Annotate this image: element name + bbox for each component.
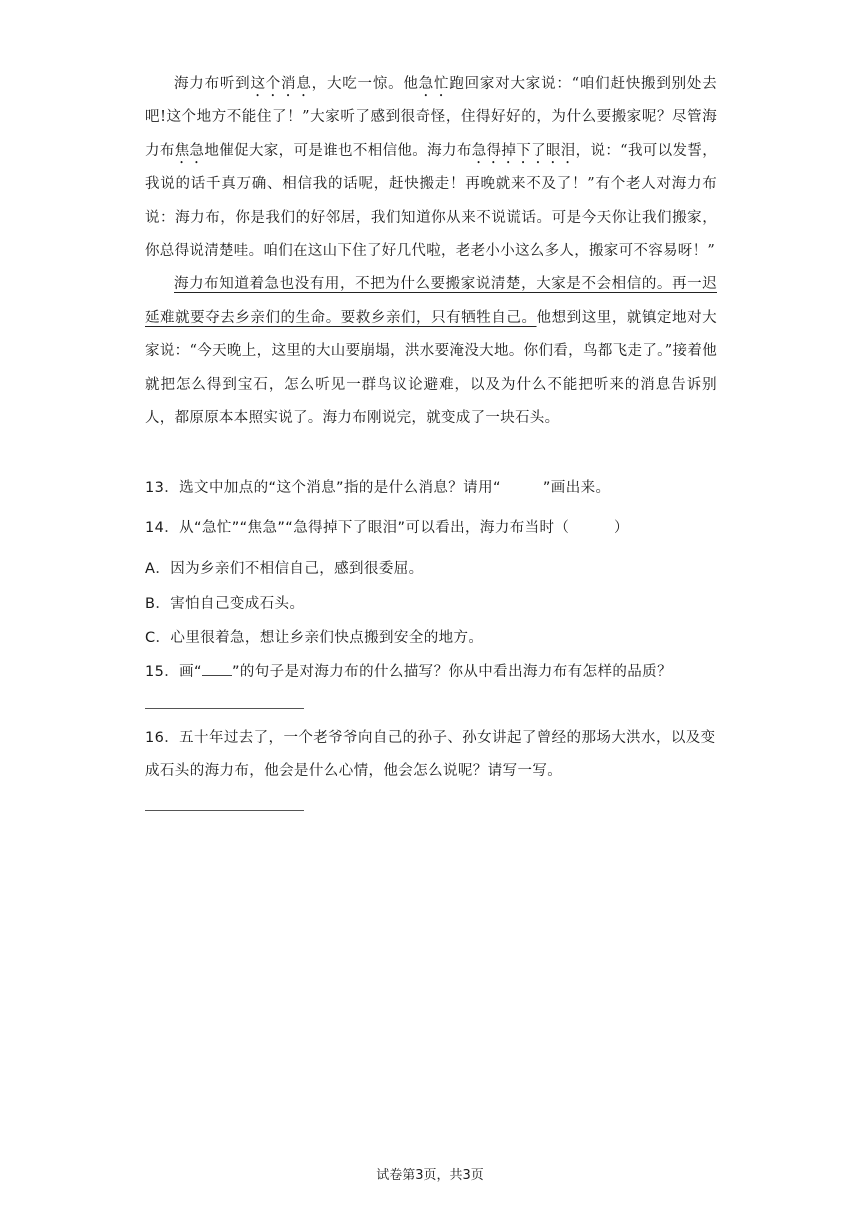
reading-passage xyxy=(145,68,717,435)
answer-line-15[interactable] xyxy=(145,708,304,709)
option-c: C．心里很着急，想让乡亲们快点搬到安全的地方。 xyxy=(145,630,484,646)
question-text: ”画出来。 xyxy=(542,480,611,496)
text-span: 地催促大家，可是谁也不相信他。海力布 xyxy=(204,142,472,159)
question-15 xyxy=(145,660,720,681)
dotted-phrase-anxious: 焦急 xyxy=(174,142,205,159)
question-13 xyxy=(145,476,720,497)
option-b: B．害怕自己变成石头。 xyxy=(145,596,305,612)
question-16-line-1: 16．五十年过去了，一个老爷爷向自己的孙子、孙女讲起了曾经的那场大洪水，以及变 xyxy=(145,730,716,746)
page-footer: 试卷第3页，共3页 xyxy=(376,1168,484,1183)
dotted-phrase-this-news: 这个消息 xyxy=(250,76,312,92)
text-span: ，说：“我可以发誓，我说的话千真万确、相信我的话呢，赶快搬走！再晚就来不及了！”有个老人对海力布说：海力布，你是我们的好邻居，我们知道你从来不说谎话。可是今天你让我们搬家，你总得说清楚哇。咱们在这山下住了好几代啦，老老小小这么多人，搬家可不容易呀！” xyxy=(145,142,717,260)
dotted-phrase-hurried: 急忙 xyxy=(418,76,450,92)
answer-line-16[interactable] xyxy=(145,810,304,811)
question-text: 15．画“ xyxy=(145,664,202,680)
text-span: ，大吃一惊。他 xyxy=(311,76,419,92)
question-text: ”的句子是对海力布的什么描写？你从中看出海力布有怎样的品质？ xyxy=(231,664,672,680)
straight-line-mark xyxy=(202,661,232,676)
question-text: 13．选文中加点的“这个消息”指的是什么消息？请用“ xyxy=(145,480,501,496)
text-span: 他想到这里，就镇定地对大家说：“今天晚上，这里的大山要崩塌，洪水要淹没大地。你们看，鸟都飞走了。”接着他就把怎么得到宝石，怎么听见一群鸟议论避难，以及为什么不能把听来的消息告诉别人，都原原本本照实说了。海力布刚说完，就变成了一块石头。 xyxy=(145,309,717,427)
underlined-sentence: 海力布知道着急也没有用，不把为什么要搬家说清楚，大家是不会相信的。再一迟延难就要夺去乡亲们的生命。要救乡亲们，只有牺牲自己。 xyxy=(145,276,717,326)
wavy-line-mark xyxy=(501,480,543,496)
text-span: 跑回家对大家说：“咱们赶快搬到别处去吧!这个地方不能住了！”大家听了感到很奇怪，住得好好的，为什么要搬家呢？尽管海力布 xyxy=(145,76,718,159)
question-16-line-2: 成石头的海力布，他会是什么心情，他会怎么说呢？请写一写。 xyxy=(145,763,563,779)
dotted-phrase-tears: 急得掉下了眼泪 xyxy=(471,142,576,159)
passage-paragraph-2 xyxy=(145,268,717,435)
question-14: 14．从“急忙”“焦急”“急得掉下了眼泪”可以看出，海力布当时（ ） xyxy=(145,520,629,536)
text-span: 海力布听到 xyxy=(174,76,251,92)
option-a: A．因为乡亲们不相信自己，感到很委屈。 xyxy=(145,561,424,577)
passage-paragraph-1 xyxy=(145,68,717,268)
